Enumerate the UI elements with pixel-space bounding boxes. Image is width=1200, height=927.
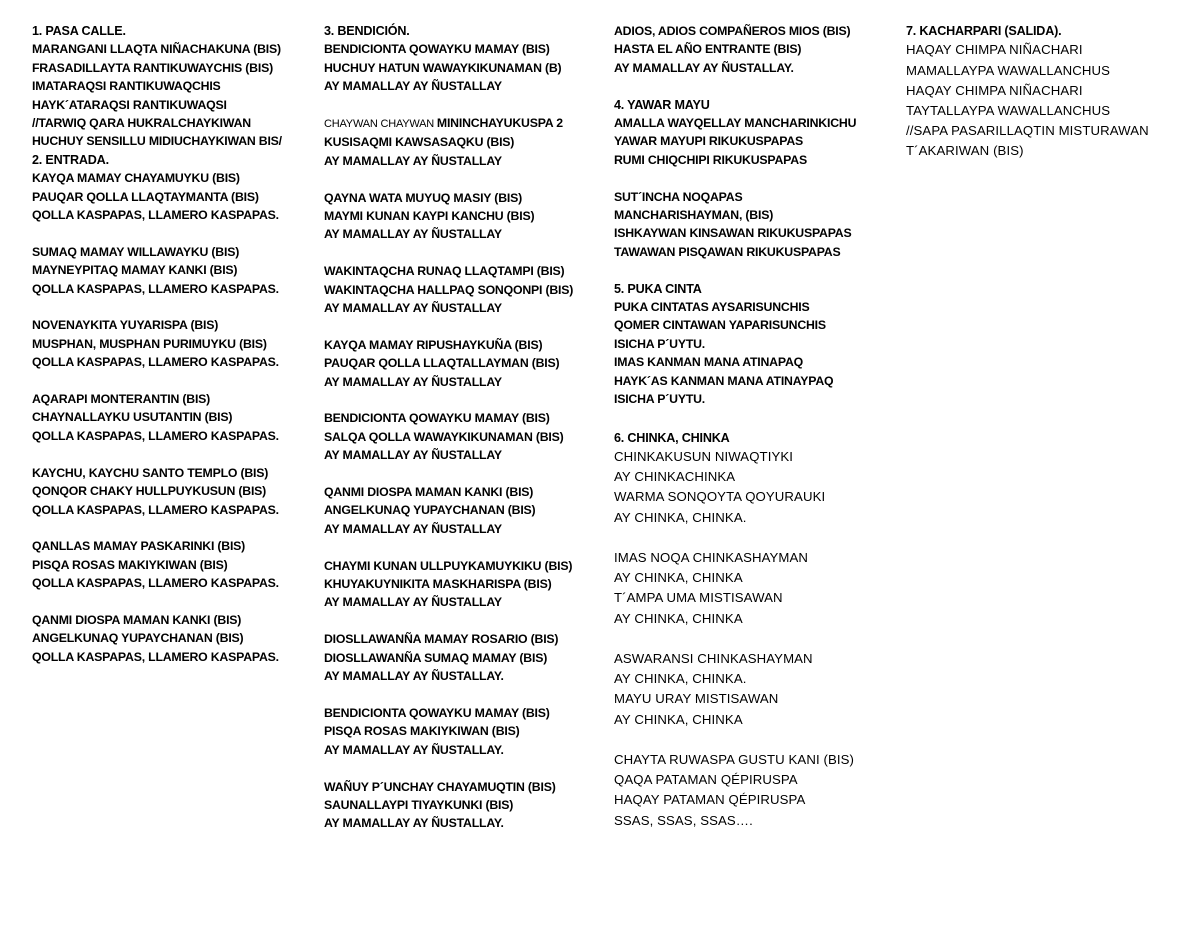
lyric-line: //SAPA PASARILLAQTIN MISTURAWAN bbox=[906, 123, 1149, 139]
stanza-gap bbox=[32, 519, 312, 537]
lyric-line: MARANGANI LLAQTA NIÑACHAKUNA (BIS) bbox=[32, 42, 281, 57]
lyric-line: PISQA ROSAS MAKIYKIWAN (BIS) bbox=[324, 724, 520, 739]
lyric-line: WAÑUY P´UNCHAY CHAYAMUQTIN (BIS) bbox=[324, 779, 556, 794]
lyric-line: AY CHINKACHINKA bbox=[614, 469, 736, 485]
section-title: 5. PUKA CINTA bbox=[614, 281, 702, 296]
section-title: 6. CHINKA, CHINKA bbox=[614, 430, 730, 445]
stanza-gap bbox=[324, 317, 606, 335]
stanza-gap bbox=[32, 372, 312, 390]
lyric-line: DIOSLLAWANÑA SUMAQ MAMAY (BIS) bbox=[324, 650, 548, 665]
lyric-line: QANLLAS MAMAY PASKARINKI (BIS) bbox=[32, 539, 246, 554]
lyric-line: BENDICIONTA QOWAYKU MAMAY (BIS) bbox=[324, 42, 550, 57]
lyric-line: QOLLA KASPAPAS, LLAMERO KASPAPAS. bbox=[32, 281, 279, 296]
stanza-gap bbox=[324, 170, 606, 188]
lyric-line: ADIOS, ADIOS COMPAÑEROS MIOS (BIS) bbox=[614, 24, 851, 38]
lyric-line: AY MAMALLAY AY ÑUSTALLAY bbox=[324, 79, 502, 94]
lyric-line: QONQOR CHAKY HULLPUYKUSUN (BIS) bbox=[32, 484, 267, 499]
lyric-line: KAYQA MAMAY CHAYAMUYKU (BIS) bbox=[32, 171, 240, 186]
lyric-line: ISICHA P´UYTU. bbox=[614, 336, 706, 351]
lyric-line: AY CHINKA, CHINKA. bbox=[614, 671, 747, 687]
stanza-gap bbox=[324, 244, 606, 262]
section-title: 2. ENTRADA. bbox=[32, 152, 109, 167]
lyric-line: AY CHINKA, CHINKA bbox=[614, 570, 743, 586]
stanza-gap bbox=[32, 445, 312, 463]
lyric-line: HAQAY CHIMPA NIÑACHARI bbox=[906, 82, 1083, 98]
stanza-gap bbox=[324, 96, 606, 114]
lyric-line: MAYNEYPITAQ MAMAY KANKI (BIS) bbox=[32, 263, 238, 278]
section-title: 4. YAWAR MAYU bbox=[614, 97, 710, 112]
section-title: 1. PASA CALLE. bbox=[32, 24, 126, 38]
stanza-gap bbox=[614, 77, 894, 95]
lyric-line: SUMAQ MAMAY WILLAWAYKU (BIS) bbox=[32, 244, 240, 259]
lyric-line: QAQA PATAMAN QÉPIRUSPA bbox=[614, 772, 798, 788]
lyric-line: PUKA CINTATAS AYSARISUNCHIS bbox=[614, 300, 810, 315]
lyric-line: IMAS NOQA CHINKASHAYMAN bbox=[614, 550, 809, 566]
lyric-line: IMATARAQSI RANTIKUWAQCHIS bbox=[32, 79, 221, 94]
lyric-line: TAYTALLAYPA WAWALLANCHUS bbox=[906, 103, 1111, 119]
stanza-gap bbox=[614, 528, 894, 548]
lyric-line: QOLLA KASPAPAS, LLAMERO KASPAPAS. bbox=[32, 649, 279, 664]
lyric-line: AY MAMALLAY AY ÑUSTALLAY bbox=[324, 374, 502, 389]
lyric-line: AY MAMALLAY AY ÑUSTALLAY bbox=[324, 227, 502, 242]
lyric-line: AY CHINKA, CHINKA bbox=[614, 610, 743, 626]
lyric-line: SSAS, SSAS, SSAS…. bbox=[614, 812, 753, 828]
column-2 bbox=[324, 22, 606, 833]
lyric-line: MAMALLAYPA WAWALLANCHUS bbox=[906, 62, 1111, 78]
lyric-line: PAUQAR QOLLA LLAQTALLAYMAN (BIS) bbox=[324, 356, 560, 371]
lyric-line: HAYK´AS KANMAN MANA ATINAYPAQ bbox=[614, 373, 834, 388]
stanza-gap bbox=[614, 261, 894, 279]
lyric-line: ISHKAYWAN KINSAWAN RIKUKUSPAPAS bbox=[614, 226, 852, 241]
stanza-gap bbox=[324, 391, 606, 409]
stanza-gap bbox=[324, 612, 606, 630]
lyric-line: NOVENAYKITA YUYARISPA (BIS) bbox=[32, 318, 219, 333]
lyric-line: QOMER CINTAWAN YAPARISUNCHIS bbox=[614, 318, 826, 333]
lyric-line: AY MAMALLAY AY ÑUSTALLAY bbox=[324, 521, 502, 536]
stanza-gap bbox=[324, 686, 606, 704]
lyric-line: AY MAMALLAY AY ÑUSTALLAY bbox=[324, 448, 502, 463]
lyric-line: FRASADILLAYTA RANTIKUWAYCHIS (BIS) bbox=[32, 60, 273, 75]
stanza-gap bbox=[32, 298, 312, 316]
lyric-line: QOLLA KASPAPAS, LLAMERO KASPAPAS. bbox=[32, 428, 279, 443]
lyric-prefix: CHAYWAN CHAYWAN bbox=[324, 118, 437, 131]
lyric-line: WAKINTAQCHA RUNAQ LLAQTAMPI (BIS) bbox=[324, 264, 565, 279]
lyric-line: WAKINTAQCHA HALLPAQ SONQONPI (BIS) bbox=[324, 282, 574, 297]
lyric-line: SAUNALLAYPI TIYAYKUNKI (BIS) bbox=[324, 797, 514, 812]
lyric-line: AY MAMALLAY AY ÑUSTALLAY bbox=[324, 301, 502, 316]
lyric-line: KHUYAKUYNIKITA MASKHARISPA (BIS) bbox=[324, 577, 552, 592]
lyric-line bbox=[324, 114, 606, 133]
lyric-line: HUCHUY HATUN WAWAYKIKUNAMAN (B) bbox=[324, 60, 562, 75]
lyric-line: MANCHARISHAYMAN, (BIS) bbox=[614, 208, 774, 223]
lyric-suffix: MININCHAYUKUSPA 2 bbox=[436, 116, 563, 131]
lyric-line: QOLLA KASPAPAS, LLAMERO KASPAPAS. bbox=[32, 355, 279, 370]
lyric-line: KAYCHU, KAYCHU SANTO TEMPLO (BIS) bbox=[32, 465, 269, 480]
stanza-gap bbox=[614, 730, 894, 750]
stanza-gap bbox=[614, 169, 894, 187]
lyric-line: AY MAMALLAY AY ÑUSTALLAY. bbox=[614, 60, 794, 75]
stanza-gap bbox=[614, 408, 894, 428]
lyric-line: ANGELKUNAQ YUPAYCHANAN (BIS) bbox=[32, 631, 244, 646]
lyric-line: AY CHINKA, CHINKA bbox=[614, 711, 743, 727]
stanza-gap bbox=[614, 629, 894, 649]
lyric-line: QANMI DIOSPA MAMAN KANKI (BIS) bbox=[32, 612, 242, 627]
section-title: 3. BENDICIÓN. bbox=[324, 24, 410, 38]
column-1 bbox=[32, 22, 312, 666]
lyric-line: QOLLA KASPAPAS, LLAMERO KASPAPAS. bbox=[32, 208, 279, 223]
lyric-line: HASTA EL AÑO ENTRANTE (BIS) bbox=[614, 42, 802, 57]
lyric-line: QANMI DIOSPA MAMAN KANKI (BIS) bbox=[324, 485, 534, 500]
lyric-line: AY MAMALLAY AY ÑUSTALLAY. bbox=[324, 742, 504, 757]
stanza-gap bbox=[32, 593, 312, 611]
stanza-gap bbox=[324, 465, 606, 483]
lyric-line: PISQA ROSAS MAKIYKIWAN (BIS) bbox=[32, 557, 228, 572]
lyric-line: DIOSLLAWANÑA MAMAY ROSARIO (BIS) bbox=[324, 632, 559, 647]
lyric-line: CHAYTA RUWASPA GUSTU KANI (BIS) bbox=[614, 752, 855, 768]
lyric-line: AMALLA WAYQELLAY MANCHARINKICHU bbox=[614, 116, 857, 131]
lyric-line: KUSISAQMI KAWSASAQKU (BIS) bbox=[324, 135, 515, 150]
lyric-line: CHAYNALLAYKU USUTANTIN (BIS) bbox=[32, 410, 233, 425]
lyric-line: PAUQAR QOLLA LLAQTAYMANTA (BIS) bbox=[32, 189, 259, 204]
lyric-line: AY MAMALLAY AY ÑUSTALLAY. bbox=[324, 816, 504, 831]
column-4 bbox=[906, 22, 1190, 162]
lyric-line: QOLLA KASPAPAS, LLAMERO KASPAPAS. bbox=[32, 576, 279, 591]
lyric-line: HUCHUY SENSILLU MIDIUCHAYKIWAN BIS/ bbox=[32, 134, 282, 149]
lyric-line: HAQAY CHIMPA NIÑACHARI bbox=[906, 42, 1083, 58]
lyric-line: AY CHINKA, CHINKA. bbox=[614, 509, 747, 525]
stanza-gap bbox=[324, 538, 606, 556]
lyric-line: //TARWIQ QARA HUKRALCHAYKIWAN bbox=[32, 116, 251, 131]
lyric-line: T´AKARIWAN (BIS) bbox=[906, 143, 1024, 159]
lyric-line: CHINKAKUSUN NIWAQTIYKI bbox=[614, 449, 794, 465]
lyric-line: BENDICIONTA QOWAYKU MAMAY (BIS) bbox=[324, 705, 550, 720]
lyric-line: ANGELKUNAQ YUPAYCHANAN (BIS) bbox=[324, 503, 536, 518]
lyric-line: HAYK´ATARAQSI RANTIKUWAQSI bbox=[32, 97, 227, 112]
lyric-line: KAYQA MAMAY RIPUSHAYKUÑA (BIS) bbox=[324, 337, 543, 352]
lyric-line: ISICHA P´UYTU. bbox=[614, 392, 706, 407]
lyric-line: AQARAPI MONTERANTIN (BIS) bbox=[32, 392, 211, 407]
lyric-line: SALQA QOLLA WAWAYKIKUNAMAN (BIS) bbox=[324, 429, 564, 444]
lyric-line: BENDICIONTA QOWAYKU MAMAY (BIS) bbox=[324, 411, 550, 426]
lyric-line: IMAS KANMAN MANA ATINAPAQ bbox=[614, 355, 803, 370]
lyric-line: WARMA SONQOYTA QOYURAUKI bbox=[614, 489, 826, 505]
lyric-line: YAWAR MAYUPI RIKUKUSPAPAS bbox=[614, 134, 804, 149]
lyric-line: AY MAMALLAY AY ÑUSTALLAY bbox=[324, 153, 502, 168]
lyric-line: MAYMI KUNAN KAYPI KANCHU (BIS) bbox=[324, 209, 535, 224]
lyric-line: RUMI CHIQCHIPI RIKUKUSPAPAS bbox=[614, 152, 807, 167]
lyric-line: AY MAMALLAY AY ÑUSTALLAY bbox=[324, 595, 502, 610]
lyric-line: CHAYMI KUNAN ULLPUYKAMUYKIKU (BIS) bbox=[324, 558, 573, 573]
lyric-line: T´AMPA UMA MISTISAWAN bbox=[614, 590, 783, 606]
lyric-line: MUSPHAN, MUSPHAN PURIMUYKU (BIS) bbox=[32, 336, 267, 351]
section-title: 7. KACHARPARI (SALIDA). bbox=[906, 24, 1062, 38]
lyric-line: QAYNA WATA MUYUQ MASIY (BIS) bbox=[324, 190, 522, 205]
lyric-line: MAYU URAY MISTISAWAN bbox=[614, 691, 779, 707]
lyric-line: QOLLA KASPAPAS, LLAMERO KASPAPAS. bbox=[32, 502, 279, 517]
stanza-gap bbox=[32, 224, 312, 242]
lyric-line: SUT´INCHA NOQAPAS bbox=[614, 189, 743, 204]
lyric-line: HAQAY PATAMAN QÉPIRUSPA bbox=[614, 792, 806, 808]
lyric-line: AY MAMALLAY AY ÑUSTALLAY. bbox=[324, 669, 504, 684]
lyric-line: ASWARANSI CHINKASHAYMAN bbox=[614, 651, 813, 667]
lyric-line: TAWAWAN PISQAWAN RIKUKUSPAPAS bbox=[614, 244, 841, 259]
stanza-gap bbox=[324, 759, 606, 777]
column-3 bbox=[614, 22, 894, 831]
